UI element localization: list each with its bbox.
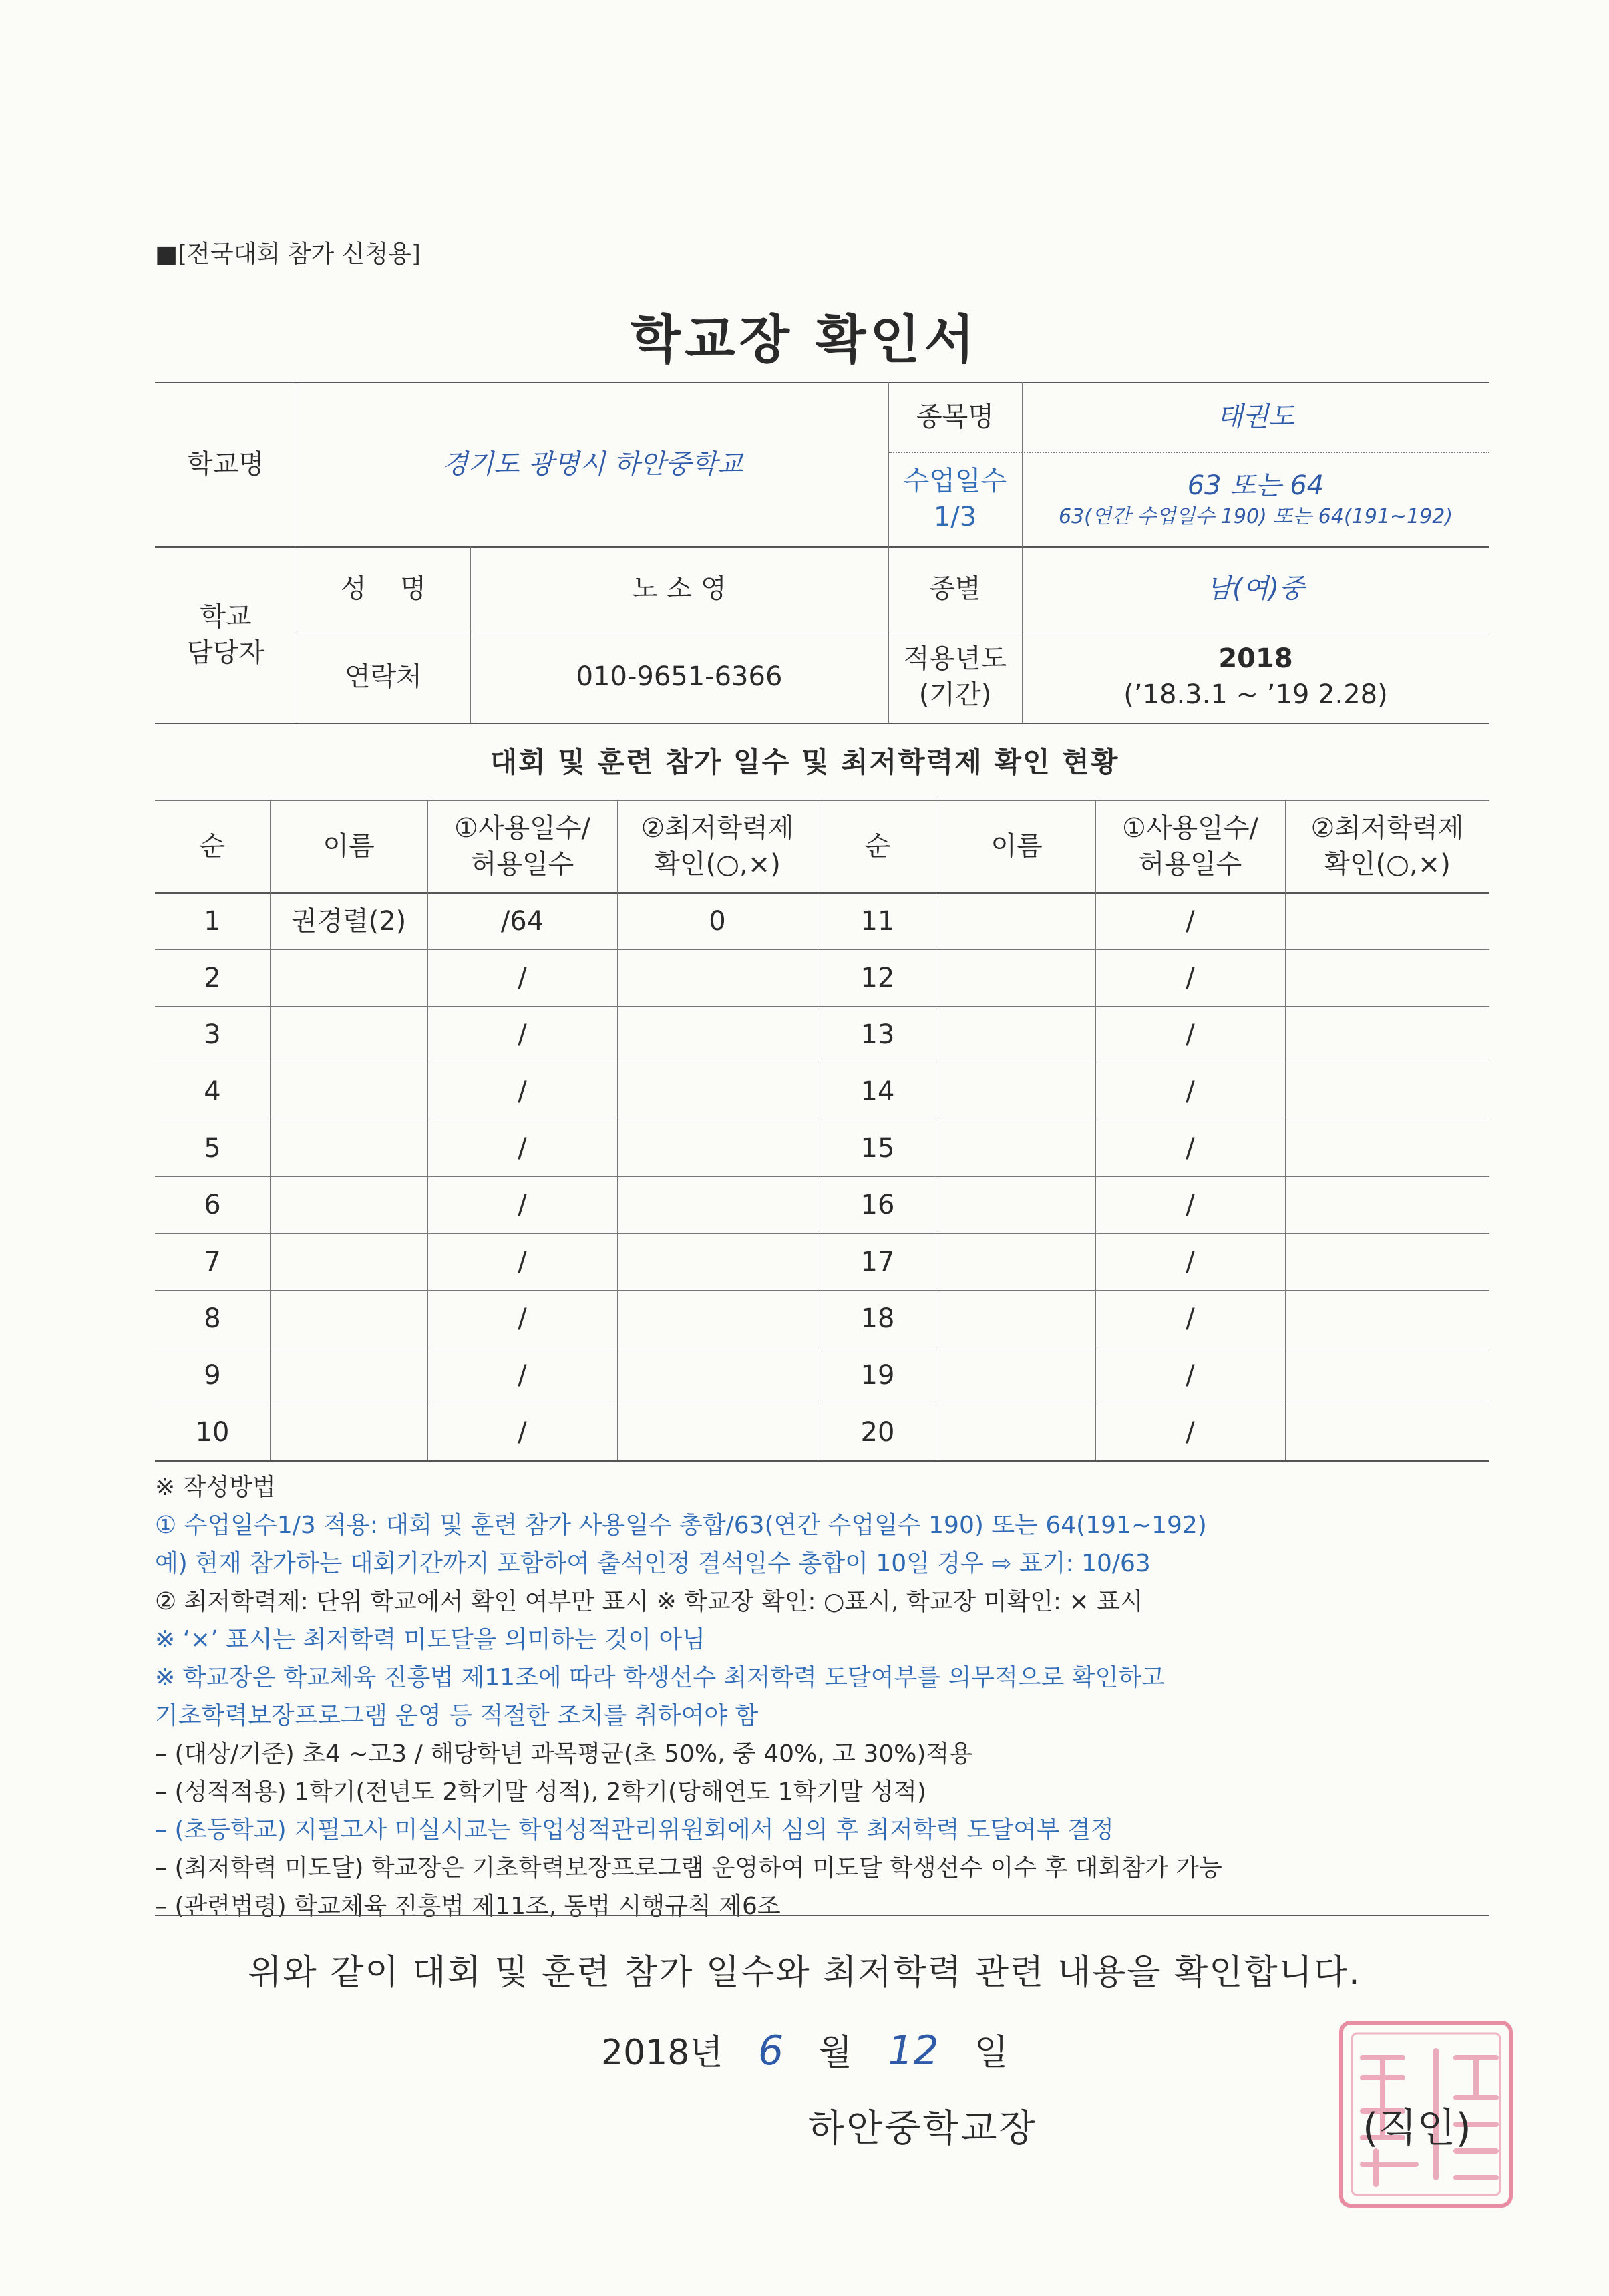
date-year: 2018년: [601, 2033, 723, 2073]
school-name-value: 경기도 광명시 하안중학교: [441, 449, 743, 480]
row-number: 7: [204, 1246, 221, 1277]
row-number: 18: [860, 1303, 895, 1334]
date-day: 12: [888, 2027, 939, 2074]
rule: [155, 1915, 1489, 1916]
issue-date: [601, 2024, 1008, 2074]
row-number: 15: [860, 1132, 895, 1164]
min-academic-check: [1285, 949, 1489, 1006]
instruction-line: ② 최저학력제: 단위 학교에서 확인 여부만 표시 ※ 학교장 확인: ○표시, 학교장 미확인: × 표시: [155, 1588, 1143, 1615]
sport-label: 종목명: [916, 401, 994, 432]
row-number: 20: [860, 1416, 895, 1448]
min-academic-check: [617, 1404, 818, 1460]
header-num: 순: [864, 831, 891, 862]
min-academic-check: [617, 1233, 818, 1290]
used-allowed-days: /: [1186, 1416, 1195, 1448]
used-allowed-days: /: [518, 1303, 527, 1334]
row-number: 5: [204, 1132, 221, 1164]
min-academic-check: [1285, 1404, 1489, 1460]
used-allowed-days: /: [1186, 905, 1195, 937]
athlete-name: [270, 949, 427, 1006]
min-academic-check: [617, 1176, 818, 1233]
rule: [155, 949, 1489, 950]
athlete-name: [270, 1006, 427, 1063]
row-number: 17: [860, 1246, 895, 1277]
row-number: 6: [204, 1189, 221, 1220]
athlete-name: [938, 949, 1095, 1006]
date-month-label: 월: [818, 2033, 852, 2073]
instruction-line: 기초학력보장프로그램 운영 등 적절한 조치를 취하여야 함: [155, 1702, 759, 1730]
used-allowed-days: /64: [500, 905, 544, 937]
min-academic-check: [1285, 892, 1489, 949]
school-name-label: 학교명: [187, 449, 264, 480]
principal-title: 하안중학교장: [808, 2107, 1037, 2150]
confirmation-statement: 위와 같이 대회 및 훈련 참가 일수와 최저학력 관련 내용을 확인합니다.: [248, 1953, 1361, 1993]
sport-value: 태권도: [1217, 401, 1294, 432]
used-allowed-days: /: [1186, 1303, 1195, 1334]
min-academic-check: [617, 949, 818, 1006]
header-days-line1: ①사용일수/: [454, 813, 590, 844]
instructions-heading: ※ 작성방법: [155, 1474, 276, 1501]
min-academic-check: [1285, 1120, 1489, 1176]
min-academic-check: [617, 1120, 818, 1176]
min-academic-check: 0: [709, 905, 726, 937]
year-value: [1022, 631, 1489, 723]
row-number: 9: [204, 1359, 221, 1391]
athlete-name: [938, 1063, 1095, 1120]
header-name: 이름: [323, 831, 375, 862]
rule: [155, 1460, 1489, 1462]
date-month: 6: [758, 2027, 784, 2074]
athlete-name: [938, 1006, 1095, 1063]
header-days-line2: 허용일수: [1138, 849, 1242, 880]
instruction-line: – (최저학력 미도달) 학교장은 기초학력보장프로그램 운영하여 미도달 학생선수 이수 후 대회참가 가능: [155, 1854, 1222, 1882]
gender-label: 종별: [929, 573, 981, 604]
instruction-line: – (성적적용) 1학기(전년도 2학기말 성적), 2학기(당해연도 1학기말 성적): [155, 1778, 926, 1806]
row-number: 10: [195, 1416, 230, 1448]
used-allowed-days: /: [518, 1019, 527, 1050]
instruction-line: ※ 학교장은 학교체육 진흥법 제11조에 따라 학생선수 최저학력 도달여부를 의무적으로 확인하고: [155, 1664, 1165, 1691]
header-name: 이름: [991, 831, 1043, 862]
athlete-name: [270, 1404, 427, 1460]
manager-name-value: 노 소 영: [632, 573, 727, 604]
row-number: 19: [860, 1359, 895, 1391]
header-days-line1: ①사용일수/: [1122, 813, 1258, 844]
class-days-value: [1022, 452, 1489, 546]
document-title: 학교장 확인서: [630, 310, 979, 370]
used-allowed-days: /: [1186, 1189, 1195, 1220]
rule: [155, 1233, 1489, 1234]
used-allowed-days: /: [518, 962, 527, 993]
manager-label-line2: 담당자: [187, 637, 264, 668]
athlete-name: [270, 1176, 427, 1233]
used-allowed-days: /: [1186, 962, 1195, 993]
year-value-line2: (’18.3.1 ~ ’19 2.28): [1123, 679, 1388, 710]
min-academic-check: [617, 1063, 818, 1120]
athlete-name: 권경렬(2): [291, 905, 407, 937]
class-days-label-line1: 수업일수: [903, 466, 1007, 496]
class-days-value-line1: 63 또는 64: [1187, 470, 1324, 501]
used-allowed-days: /: [518, 1132, 527, 1164]
header-days: [427, 800, 617, 892]
athlete-name: [938, 892, 1095, 949]
used-allowed-days: /: [1186, 1359, 1195, 1391]
row-number: 11: [860, 905, 895, 937]
min-academic-check: [1285, 1347, 1489, 1404]
rule: [155, 1006, 1489, 1007]
year-label-line2: (기간): [918, 679, 992, 710]
header-check-line2: 확인(○,×): [654, 849, 781, 880]
used-allowed-days: /: [518, 1076, 527, 1107]
class-days-label-line2: 1/3: [933, 502, 977, 532]
row-number: 14: [860, 1076, 895, 1107]
contact-label: 연락처: [345, 661, 422, 692]
section-title: 대회 및 훈련 참가 일수 및 최저학력제 확인 현황: [490, 746, 1119, 778]
year-label-line1: 적용년도: [903, 643, 1007, 674]
header-check-line2: 확인(○,×): [1324, 849, 1451, 880]
athlete-name: [270, 1063, 427, 1120]
athlete-name: [938, 1120, 1095, 1176]
row-number: 3: [204, 1019, 221, 1050]
header-check-line1: ②최저학력제: [1310, 813, 1464, 844]
used-allowed-days: /: [518, 1189, 527, 1220]
min-academic-check: [1285, 1290, 1489, 1347]
used-allowed-days: /: [1186, 1019, 1195, 1050]
instructions: [155, 1468, 1504, 1925]
contact-value: 010-9651-6366: [576, 661, 783, 692]
manager-label-line1: 학교: [200, 601, 252, 632]
row-number: 1: [204, 905, 221, 937]
row-number: 16: [860, 1189, 895, 1220]
gender-value: 남(여)중: [1206, 573, 1305, 604]
used-allowed-days: /: [518, 1246, 527, 1277]
used-allowed-days: /: [518, 1416, 527, 1448]
min-academic-check: [1285, 1233, 1489, 1290]
instruction-line: – (초등학교) 지필고사 미실시교는 학업성적관리위원회에서 심의 후 최저학력 도달여부 결정: [155, 1816, 1114, 1844]
athlete-name: [270, 1120, 427, 1176]
instruction-line: – (대상/기준) 초4 ~고3 / 해당학년 과목평균(초 50%, 중 40%, 고 30%)적용: [155, 1740, 972, 1768]
row-number: 12: [860, 962, 895, 993]
used-allowed-days: /: [518, 1359, 527, 1391]
athlete-name: [270, 1233, 427, 1290]
class-days-label: [888, 452, 1022, 546]
header-check-line1: ②최저학력제: [641, 813, 794, 844]
athlete-name: [270, 1347, 427, 1404]
header-days-line2: 허용일수: [470, 849, 574, 880]
header-check: [617, 800, 818, 892]
athlete-name: [938, 1347, 1095, 1404]
year-label: [888, 631, 1022, 723]
form-type-note: ■[전국대회 참가 신청용]: [155, 240, 421, 268]
instruction-line: ① 수업일수1/3 적용: 대회 및 훈련 참가 사용일수 총합/63(연간 수업일수 190) 또는 64(191~192): [155, 1512, 1207, 1539]
row-number: 8: [204, 1303, 221, 1334]
header-days: [1095, 800, 1285, 892]
rule: [155, 723, 1489, 724]
row-number: 2: [204, 962, 221, 993]
instruction-line: – (관련법령) 학교체육 진흥법 제11조, 동법 시행규칙 제6조: [155, 1893, 781, 1920]
athlete-name: [270, 1290, 427, 1347]
athlete-name: [938, 1176, 1095, 1233]
athlete-name: [938, 1233, 1095, 1290]
used-allowed-days: /: [1186, 1076, 1195, 1107]
header-num: 순: [199, 831, 226, 862]
rule: [155, 1176, 1489, 1177]
manager-name-label: 성 명: [340, 573, 427, 604]
min-academic-check: [1285, 1176, 1489, 1233]
year-value-line1: 2018: [1218, 643, 1293, 674]
date-day-label: 일: [974, 2033, 1009, 2073]
row-number: 13: [860, 1019, 895, 1050]
min-academic-check: [617, 1006, 818, 1063]
min-academic-check: [1285, 1063, 1489, 1120]
athlete-name: [938, 1290, 1095, 1347]
min-academic-check: [1285, 1006, 1489, 1063]
min-academic-check: [617, 1290, 818, 1347]
min-academic-check: [617, 1347, 818, 1404]
header-check: [1285, 800, 1489, 892]
instruction-line: 예) 현재 참가하는 대회기간까지 포함하여 출석인정 결석일수 총합이 10일 경우 ⇨ 표기: 10/63: [155, 1550, 1151, 1577]
used-allowed-days: /: [1186, 1246, 1195, 1277]
seal-label: (직인): [1363, 2105, 1471, 2152]
manager-label: [155, 546, 297, 723]
instruction-line: ※ ‘×’ 표시는 최저학력 미도달을 의미하는 것이 아님: [155, 1626, 706, 1653]
row-number: 4: [204, 1076, 221, 1107]
rule: [155, 1290, 1489, 1291]
class-days-value-line2: 63(연간 수업일수 190) 또는 64(191~192): [1058, 504, 1453, 528]
used-allowed-days: /: [1186, 1132, 1195, 1164]
athlete-name: [938, 1404, 1095, 1460]
